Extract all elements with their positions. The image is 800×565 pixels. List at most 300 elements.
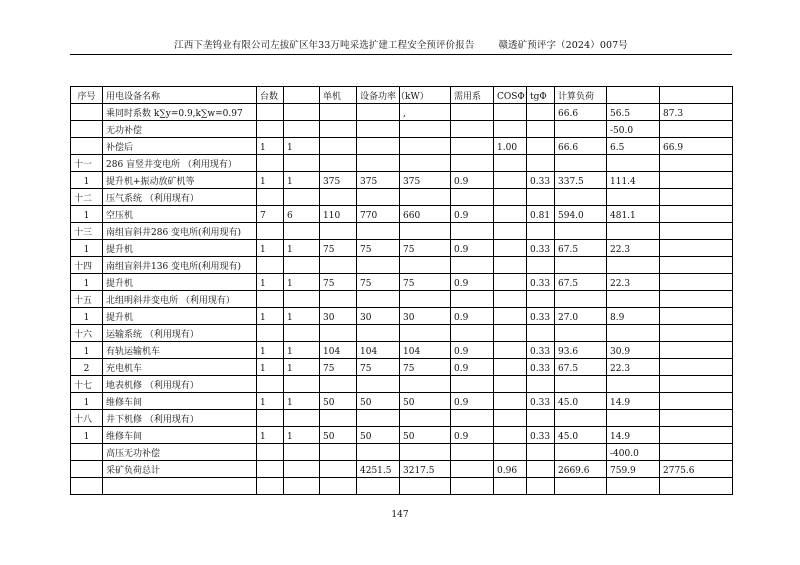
table-cell — [660, 393, 733, 410]
table-cell — [527, 223, 555, 240]
table-cell: 30 — [400, 308, 451, 325]
table-cell: , — [400, 104, 451, 121]
table-row — [71, 172, 733, 189]
table-cell — [494, 410, 527, 427]
table-cell — [257, 223, 284, 240]
table-cell — [257, 444, 284, 461]
table-cell: 0.96 — [494, 461, 527, 478]
table-cell — [400, 223, 451, 240]
table-cell — [494, 444, 527, 461]
table-cell: 50 — [400, 393, 451, 410]
table-cell: 93.6 — [555, 342, 607, 359]
table-cell — [607, 155, 660, 172]
table-cell: 1 — [71, 172, 103, 189]
table-cell — [400, 325, 451, 342]
table-cell: 南组盲斜井136 变电所(利用现有) — [103, 257, 257, 274]
table-cell: 乘同时系数 k∑y=0.9,k∑w=0.97 — [103, 104, 257, 121]
table-cell — [284, 104, 320, 121]
table-row — [71, 376, 733, 393]
table-cell — [527, 410, 555, 427]
table-cell — [527, 325, 555, 342]
header-cell: COSΦ — [494, 87, 527, 104]
table-cell: 1 — [257, 240, 284, 257]
table-cell: 十一 — [71, 155, 103, 172]
table-cell — [660, 274, 733, 291]
table-cell — [607, 325, 660, 342]
table-cell: 1 — [284, 427, 320, 444]
table-cell: 1 — [71, 393, 103, 410]
table-cell: 1 — [284, 274, 320, 291]
table-row — [71, 478, 733, 495]
table-cell — [400, 121, 451, 138]
table-cell: 无功补偿 — [103, 121, 257, 138]
table-cell — [284, 410, 320, 427]
table-cell — [494, 121, 527, 138]
table-cell — [400, 376, 451, 393]
header-cell — [607, 87, 660, 104]
table-cell — [320, 189, 357, 206]
table-cell: 481.1 — [607, 206, 660, 223]
table-cell: 7 — [257, 206, 284, 223]
table-cell: 1 — [284, 342, 320, 359]
table-cell — [555, 325, 607, 342]
table-cell — [400, 189, 451, 206]
table-cell — [660, 359, 733, 376]
table-cell: 1 — [71, 427, 103, 444]
header-cell — [284, 87, 320, 104]
table-cell: 50 — [320, 393, 357, 410]
table-cell — [527, 461, 555, 478]
table-cell — [400, 291, 451, 308]
table-cell — [320, 410, 357, 427]
table-cell: 井下机修 （利用现有） — [103, 410, 257, 427]
table-row — [71, 308, 733, 325]
table-cell: 1 — [257, 274, 284, 291]
table-cell — [400, 410, 451, 427]
table-cell — [357, 257, 400, 274]
header-cell: 计算负荷 — [555, 87, 607, 104]
table-cell: 1 — [257, 138, 284, 155]
table-cell — [320, 444, 357, 461]
table-cell — [320, 376, 357, 393]
table-cell: 0.81 — [527, 206, 555, 223]
table-row — [71, 291, 733, 308]
table-cell — [527, 257, 555, 274]
table-cell: 66.9 — [660, 138, 733, 155]
table-cell — [257, 376, 284, 393]
table-cell: 67.5 — [555, 274, 607, 291]
table-cell: 1 — [257, 172, 284, 189]
table-cell — [320, 478, 357, 495]
table-cell — [284, 444, 320, 461]
table-cell: 0.33 — [527, 359, 555, 376]
table-cell — [660, 172, 733, 189]
table-cell: 66.6 — [555, 104, 607, 121]
table-cell: 30.9 — [607, 342, 660, 359]
table-cell — [527, 155, 555, 172]
table-cell: 67.5 — [555, 359, 607, 376]
header-cell: 设备功率（kW） — [357, 87, 400, 104]
table-cell: 75 — [400, 274, 451, 291]
table-cell — [400, 478, 451, 495]
table-cell — [357, 410, 400, 427]
table-cell — [451, 444, 494, 461]
table-cell — [103, 478, 257, 495]
table-cell: 十二 — [71, 189, 103, 206]
table-row — [71, 427, 733, 444]
table-cell — [494, 223, 527, 240]
table-cell: 运输系统 （利用现有） — [103, 325, 257, 342]
table-cell — [357, 155, 400, 172]
table-cell: 1 — [71, 308, 103, 325]
table-cell — [555, 223, 607, 240]
table-cell: 4251.5 — [357, 461, 400, 478]
table-cell — [400, 257, 451, 274]
table-cell — [555, 291, 607, 308]
table-cell — [71, 461, 103, 478]
table-cell — [494, 376, 527, 393]
table-cell: 1 — [257, 427, 284, 444]
table-cell — [451, 257, 494, 274]
table-cell: 十七 — [71, 376, 103, 393]
table-cell — [257, 410, 284, 427]
table-cell — [660, 308, 733, 325]
table-cell — [400, 155, 451, 172]
table-cell — [494, 274, 527, 291]
table-row — [71, 155, 733, 172]
table-cell: 0.9 — [451, 206, 494, 223]
table-cell: 维修车间 — [103, 427, 257, 444]
header-cell: 序号 — [71, 87, 103, 104]
table-cell — [527, 444, 555, 461]
table-cell: 空压机 — [103, 206, 257, 223]
table-cell: 8.9 — [607, 308, 660, 325]
table-cell: 0.33 — [527, 393, 555, 410]
table-cell: 1 — [71, 274, 103, 291]
table-row — [71, 257, 733, 274]
table-row — [71, 410, 733, 427]
table-cell — [451, 461, 494, 478]
table-cell: 高压无功补偿 — [103, 444, 257, 461]
report-code: 赣透矿预评字（2024）007号 — [498, 40, 628, 51]
table-cell — [660, 223, 733, 240]
table-cell: 45.0 — [555, 427, 607, 444]
table-cell — [451, 104, 494, 121]
table-cell — [357, 104, 400, 121]
header-cell: 需用系 — [451, 87, 494, 104]
table-cell — [357, 121, 400, 138]
table-cell: 0.9 — [451, 274, 494, 291]
table-cell — [451, 410, 494, 427]
table-cell — [660, 376, 733, 393]
table-cell: 375 — [320, 172, 357, 189]
table-cell — [555, 478, 607, 495]
table-cell — [320, 325, 357, 342]
table-cell — [284, 189, 320, 206]
table-cell: 0.9 — [451, 393, 494, 410]
table-cell — [284, 325, 320, 342]
table-cell: 1 — [284, 240, 320, 257]
table-cell — [660, 478, 733, 495]
table-cell: 104 — [357, 342, 400, 359]
table-cell — [527, 138, 555, 155]
table-cell — [257, 104, 284, 121]
table-cell — [555, 410, 607, 427]
table-cell — [527, 376, 555, 393]
table-cell: 有轨运输机车 — [103, 342, 257, 359]
table-cell — [451, 189, 494, 206]
table-cell — [494, 427, 527, 444]
table-cell: 提升机+振动放矿机等 — [103, 172, 257, 189]
table-cell: 1 — [257, 393, 284, 410]
table-cell: 0.33 — [527, 172, 555, 189]
header-cell: 用电设备名称 — [103, 87, 257, 104]
table-cell — [357, 478, 400, 495]
table-cell — [607, 478, 660, 495]
table-cell — [660, 257, 733, 274]
table-cell: 375 — [357, 172, 400, 189]
table-cell — [494, 189, 527, 206]
table-cell: 50 — [357, 427, 400, 444]
table-cell: 提升机 — [103, 274, 257, 291]
table-cell: 1 — [284, 308, 320, 325]
header-cell: 台数 — [257, 87, 284, 104]
table-cell — [284, 376, 320, 393]
table-cell: -400.0 — [607, 444, 660, 461]
table-cell: 0.9 — [451, 240, 494, 257]
table-cell — [494, 206, 527, 223]
table-cell: 14.9 — [607, 427, 660, 444]
table-cell: 56.5 — [607, 104, 660, 121]
table-cell — [451, 478, 494, 495]
table-cell: 提升机 — [103, 308, 257, 325]
table-cell: 104 — [400, 342, 451, 359]
table-cell — [660, 155, 733, 172]
table-cell — [494, 257, 527, 274]
table-cell: 十六 — [71, 325, 103, 342]
table-cell — [660, 206, 733, 223]
table-cell: 0.33 — [527, 274, 555, 291]
table-cell — [607, 410, 660, 427]
table-cell — [284, 121, 320, 138]
table-cell — [320, 138, 357, 155]
table-cell: 提升机 — [103, 240, 257, 257]
table-cell — [284, 257, 320, 274]
table-cell: 50 — [320, 427, 357, 444]
table-cell — [660, 444, 733, 461]
page-header — [70, 40, 732, 55]
table-cell: 75 — [400, 240, 451, 257]
table-cell: 111.4 — [607, 172, 660, 189]
table-cell — [257, 257, 284, 274]
table-cell: 0.9 — [451, 359, 494, 376]
table-cell — [71, 444, 103, 461]
table-cell — [607, 223, 660, 240]
table-cell — [660, 325, 733, 342]
table-cell: 337.5 — [555, 172, 607, 189]
table-cell: 30 — [320, 308, 357, 325]
table-cell: 0.33 — [527, 342, 555, 359]
table-row — [71, 359, 733, 376]
table-cell: 6 — [284, 206, 320, 223]
table-cell — [320, 223, 357, 240]
table-cell: 压气系统 （利用现有） — [103, 189, 257, 206]
table-cell — [660, 121, 733, 138]
table-cell — [357, 444, 400, 461]
table-cell — [494, 325, 527, 342]
table-cell: 1 — [257, 342, 284, 359]
table-cell: 1 — [284, 172, 320, 189]
table-cell: 27.0 — [555, 308, 607, 325]
table-cell: 2669.6 — [555, 461, 607, 478]
table-cell — [71, 121, 103, 138]
table-cell: 660 — [400, 206, 451, 223]
table-cell — [607, 291, 660, 308]
table-cell: 0.33 — [527, 240, 555, 257]
table-cell: 75 — [320, 274, 357, 291]
table-cell: 南组盲斜井286 变电所(利用现有) — [103, 223, 257, 240]
table-cell: 3217.5 — [400, 461, 451, 478]
table-cell — [527, 189, 555, 206]
table-cell: 67.5 — [555, 240, 607, 257]
table-cell — [494, 342, 527, 359]
table-cell — [400, 444, 451, 461]
table-cell: 110 — [320, 206, 357, 223]
table-row — [71, 393, 733, 410]
table-cell — [607, 376, 660, 393]
table-cell — [527, 478, 555, 495]
table-row — [71, 138, 733, 155]
table-cell: 2 — [71, 359, 103, 376]
table-cell: 1 — [71, 240, 103, 257]
table-cell: 十四 — [71, 257, 103, 274]
table-cell: 1 — [71, 206, 103, 223]
table-cell: 75 — [320, 359, 357, 376]
table-cell — [320, 291, 357, 308]
table-cell — [607, 189, 660, 206]
table-cell — [357, 376, 400, 393]
table-cell: 北组明斜井变电所 （利用现有） — [103, 291, 257, 308]
table-row — [71, 461, 733, 478]
table-cell — [607, 257, 660, 274]
table-cell — [555, 121, 607, 138]
table-cell: 补偿后 — [103, 138, 257, 155]
table-cell: 十五 — [71, 291, 103, 308]
table-cell — [257, 189, 284, 206]
table-row — [71, 274, 733, 291]
table-cell — [257, 121, 284, 138]
table-cell — [494, 172, 527, 189]
table-cell: 75 — [357, 274, 400, 291]
table-cell — [357, 325, 400, 342]
table-cell: 286 盲竖井变电所 （利用现有） — [103, 155, 257, 172]
table-cell — [71, 478, 103, 495]
table-cell: 50 — [357, 393, 400, 410]
table-cell — [660, 189, 733, 206]
table-cell — [400, 138, 451, 155]
table-cell — [357, 138, 400, 155]
table-cell — [660, 427, 733, 444]
table-cell: 地表机修 （利用现有） — [103, 376, 257, 393]
table-cell: 375 — [400, 172, 451, 189]
table-cell — [494, 478, 527, 495]
table-cell: 22.3 — [607, 274, 660, 291]
table-cell: 75 — [400, 359, 451, 376]
table-cell — [660, 291, 733, 308]
table-cell — [494, 155, 527, 172]
header-cell: tgΦ — [527, 87, 555, 104]
table-cell — [660, 342, 733, 359]
table-cell — [257, 291, 284, 308]
table-cell — [257, 461, 284, 478]
table-cell — [660, 410, 733, 427]
table-cell — [320, 104, 357, 121]
table-cell: 1.00 — [494, 138, 527, 155]
table-cell — [451, 155, 494, 172]
table-cell — [320, 155, 357, 172]
table-cell — [555, 189, 607, 206]
table-cell — [284, 223, 320, 240]
table-cell: 0.9 — [451, 427, 494, 444]
table-cell — [494, 104, 527, 121]
table-cell — [494, 393, 527, 410]
table-cell — [494, 291, 527, 308]
table-header-row — [71, 87, 733, 104]
table-cell — [555, 376, 607, 393]
table-cell — [451, 291, 494, 308]
table-cell: 30 — [357, 308, 400, 325]
page-number: 147 — [391, 510, 409, 520]
table-row — [71, 206, 733, 223]
table-cell: 十八 — [71, 410, 103, 427]
table-cell: 75 — [320, 240, 357, 257]
table-cell — [357, 223, 400, 240]
table-cell — [284, 461, 320, 478]
table-cell: 75 — [357, 240, 400, 257]
table-cell — [555, 257, 607, 274]
table-cell: 75 — [357, 359, 400, 376]
table-cell — [71, 104, 103, 121]
header-cell — [660, 87, 733, 104]
table-cell — [320, 257, 357, 274]
table-cell — [660, 240, 733, 257]
table-cell: 1 — [257, 359, 284, 376]
table-row — [71, 121, 733, 138]
table-cell: 1 — [284, 138, 320, 155]
table-cell — [257, 155, 284, 172]
table-cell — [284, 291, 320, 308]
table-cell: 22.3 — [607, 240, 660, 257]
table-cell: 759.9 — [607, 461, 660, 478]
table-cell — [71, 138, 103, 155]
table-row — [71, 342, 733, 359]
table-cell — [494, 359, 527, 376]
table-cell: 0.9 — [451, 308, 494, 325]
table-cell — [494, 308, 527, 325]
table-cell — [284, 155, 320, 172]
table-cell — [451, 138, 494, 155]
load-calculation-table — [70, 86, 733, 495]
table-cell — [527, 104, 555, 121]
report-title: 江西下垄钨业有限公司左拔矿区年33万吨采选扩建工程安全预评价报告 — [174, 40, 475, 51]
table-row — [71, 189, 733, 206]
table-cell — [451, 376, 494, 393]
table-cell — [527, 121, 555, 138]
table-cell — [257, 478, 284, 495]
table-row — [71, 223, 733, 240]
table-cell — [357, 291, 400, 308]
table-cell: 采矿负荷总计 — [103, 461, 257, 478]
